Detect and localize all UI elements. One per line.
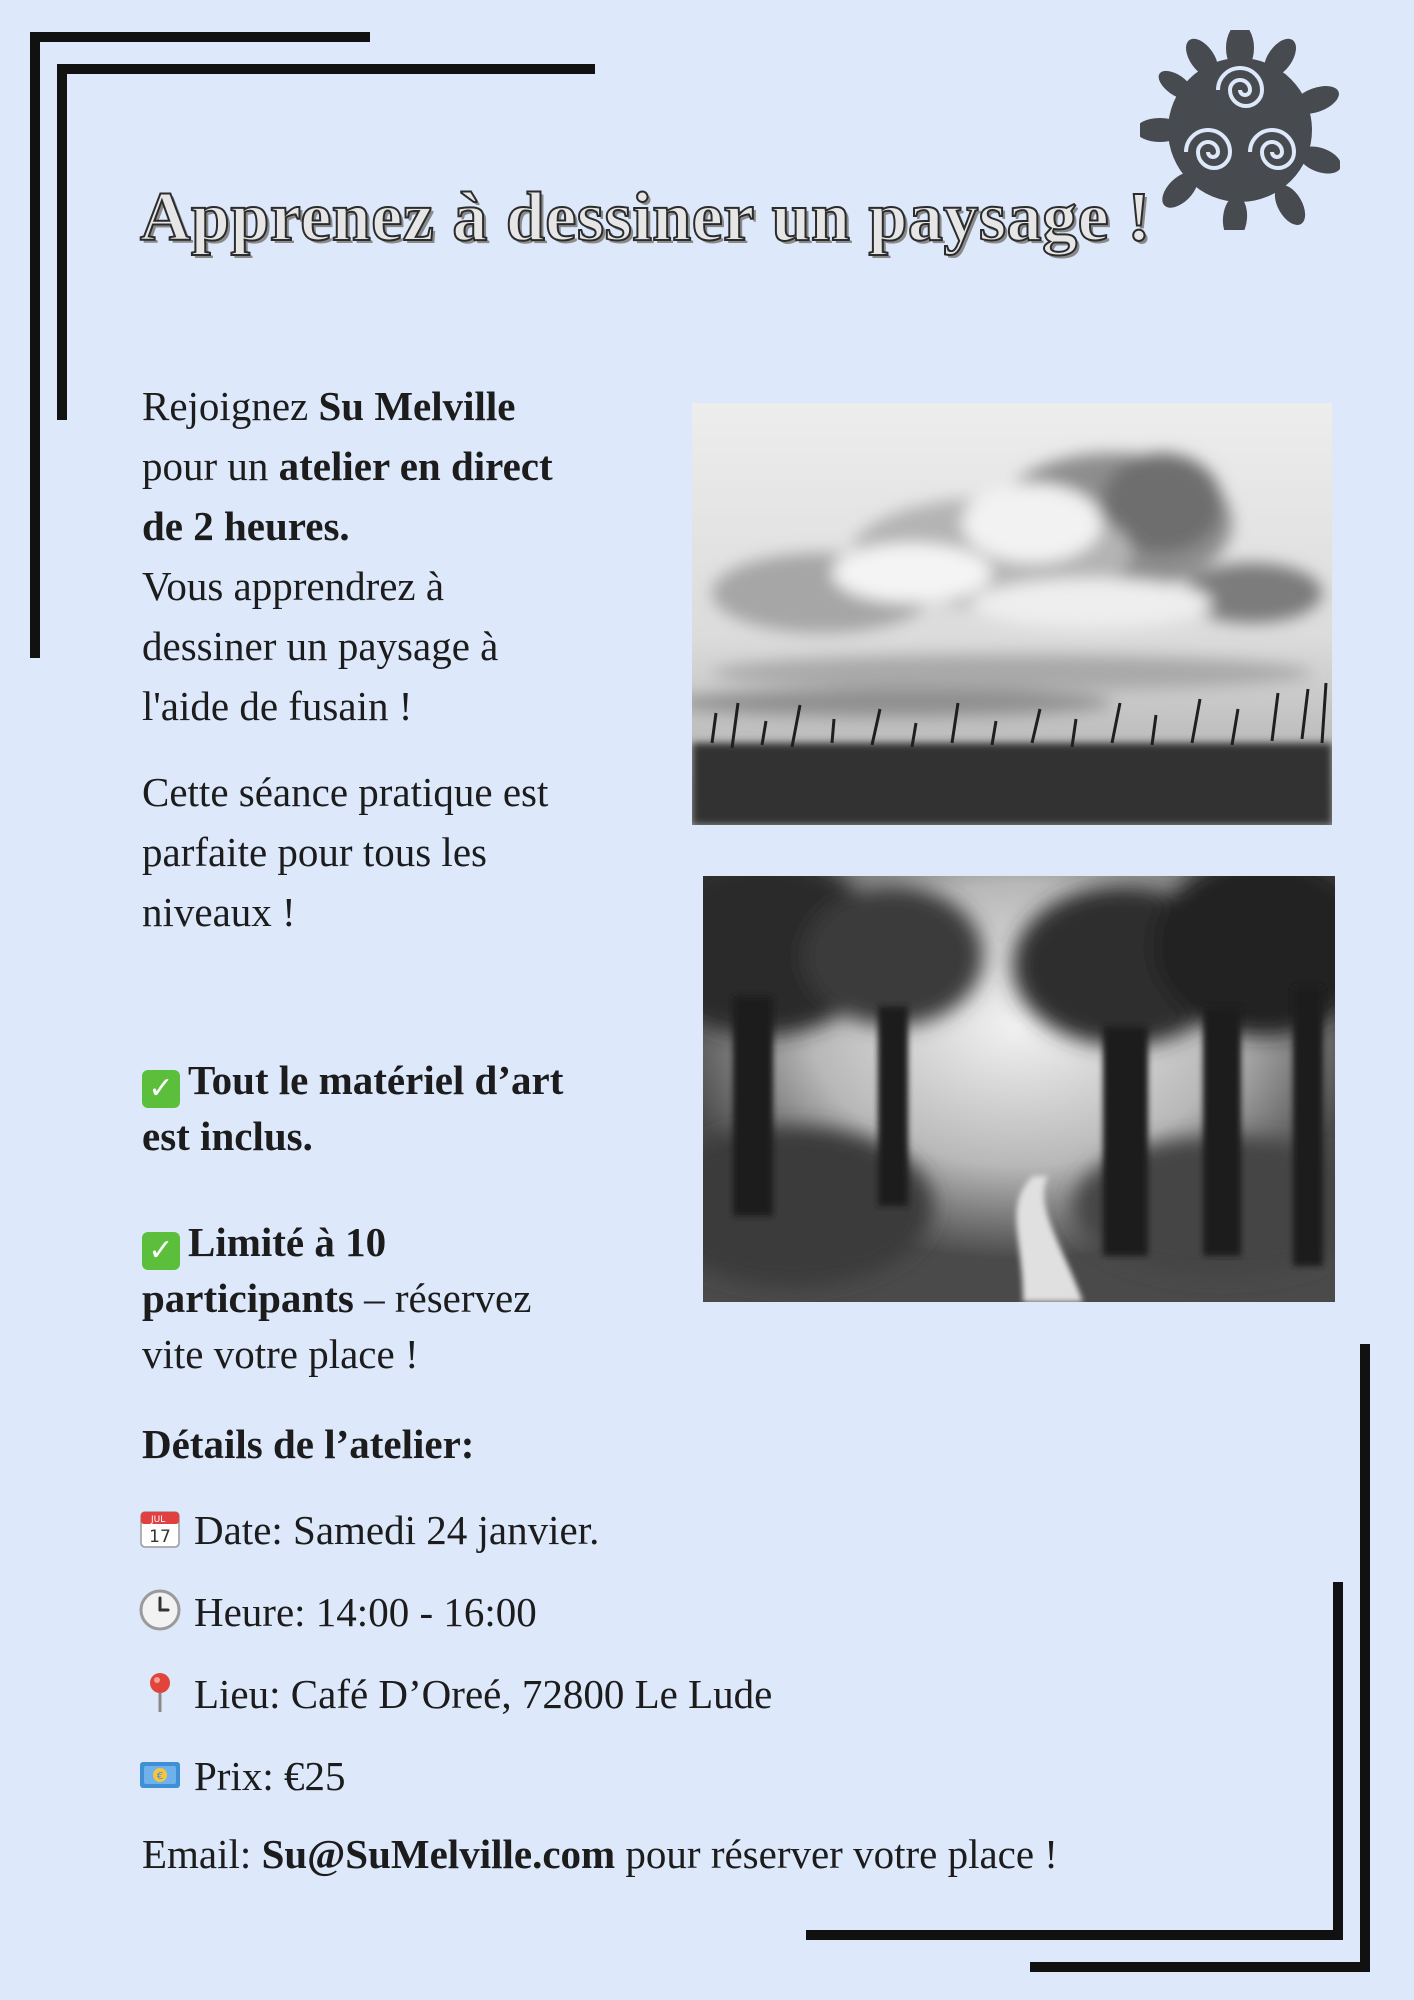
frame-right-line-inner — [1333, 1582, 1343, 1940]
details-heading: Détails de l’atelier: — [142, 1421, 475, 1467]
intro-bold: atelier en direct — [278, 443, 553, 489]
detail-price — [138, 1751, 346, 1801]
detail-time — [138, 1587, 537, 1637]
feature-text: est inclus. — [142, 1113, 313, 1159]
cloud-landscape-drawing — [692, 403, 1332, 825]
intro-text: Vous apprendrez à — [142, 563, 445, 609]
feature-materials — [142, 1052, 563, 1164]
intro-text: pour un — [142, 443, 279, 489]
check-mark-icon: ✓ — [142, 1070, 180, 1108]
clock-icon — [138, 1588, 182, 1632]
check-mark-icon: ✓ — [142, 1232, 180, 1270]
intro-paragraph-1 — [142, 376, 553, 736]
detail-place — [138, 1669, 772, 1719]
page-title: Apprenez à dessiner un paysage ! — [140, 179, 1152, 256]
feature-text: Tout le matériel d’art — [188, 1057, 564, 1103]
tree-path-drawing — [703, 876, 1335, 1302]
frame-top-line-inner — [57, 64, 595, 74]
email-line — [142, 1833, 1262, 1875]
feature-limited — [142, 1214, 531, 1382]
intro-paragraph-2 — [142, 762, 548, 942]
triskelion-leaf-logo — [1140, 30, 1340, 230]
location-pin-icon — [138, 1670, 182, 1714]
intro-text: Rejoignez — [142, 383, 319, 429]
frame-left-line-outer — [30, 32, 40, 658]
feature-text: participants — [142, 1275, 354, 1321]
svg-text:17: 17 — [149, 1527, 171, 1547]
svg-text:€: € — [156, 1771, 164, 1782]
instructor-name: Su Melville — [318, 383, 516, 429]
frame-top-line-outer — [30, 32, 370, 42]
email-link[interactable]: Su@SuMelville.com — [261, 1831, 616, 1877]
detail-date-text: Date: Samedi 24 janvier. — [194, 1507, 600, 1553]
intro-text: l'aide de fusain ! — [142, 683, 413, 729]
svg-text:JUL: JUL — [151, 1515, 166, 1525]
detail-price-text: Prix: €25 — [194, 1753, 346, 1799]
frame-left-line-inner — [57, 64, 67, 420]
intro-text: niveaux ! — [142, 889, 296, 935]
detail-place-text: Lieu: Café D’Oreé, 72800 Le Lude — [194, 1671, 773, 1717]
banknote-icon — [138, 1752, 182, 1796]
intro-text: parfaite pour tous les — [142, 829, 487, 875]
calendar-icon — [138, 1506, 182, 1550]
intro-text: Cette séance pratique est — [142, 769, 549, 815]
feature-text: vite votre place ! — [142, 1331, 419, 1377]
feature-text: – réservez — [353, 1275, 532, 1321]
intro-bold: de 2 heures. — [142, 503, 350, 549]
email-suffix: pour réserver votre place ! — [615, 1831, 1058, 1877]
email-prefix: Email: — [142, 1831, 262, 1877]
feature-text: Limité à 10 — [188, 1219, 387, 1265]
intro-text: dessiner un paysage à — [142, 623, 499, 669]
detail-time-text: Heure: 14:00 - 16:00 — [194, 1589, 537, 1635]
frame-bottom-line-inner — [806, 1930, 1343, 1940]
frame-right-line-outer — [1360, 1344, 1370, 1972]
detail-date — [138, 1505, 599, 1555]
frame-bottom-line-outer — [1030, 1962, 1370, 1972]
